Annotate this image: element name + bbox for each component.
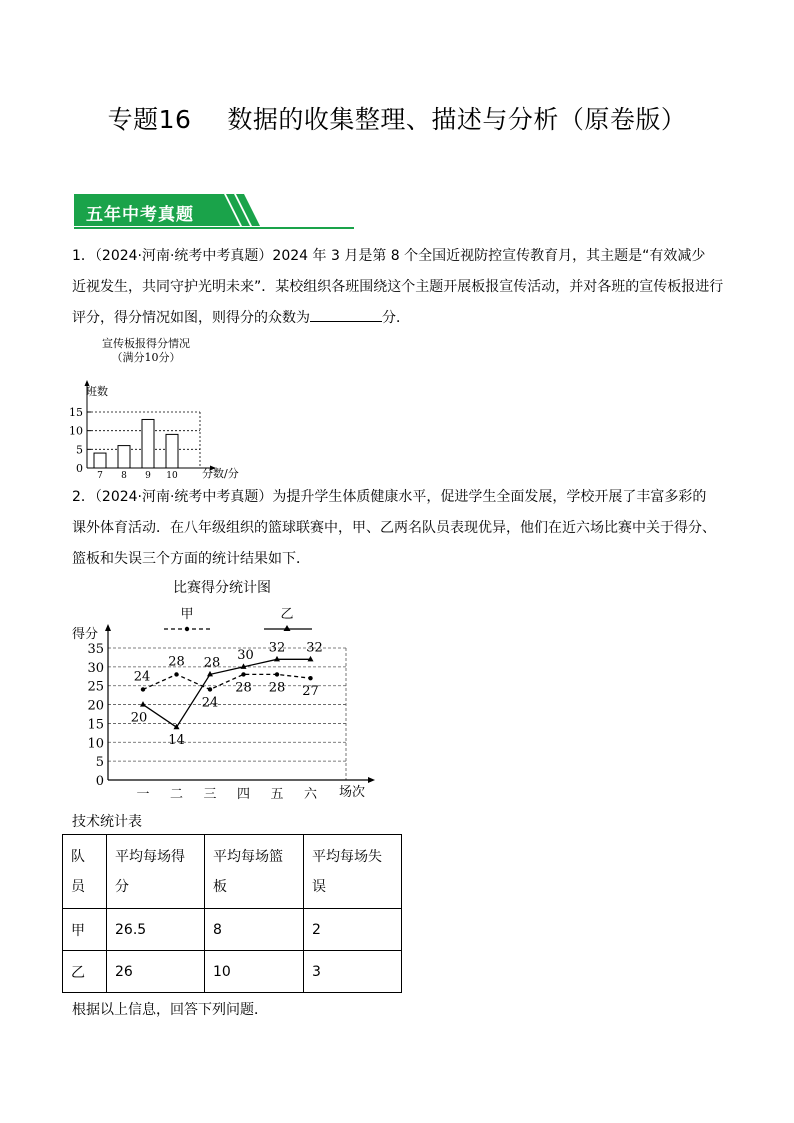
series-line-甲 (143, 674, 311, 689)
bar-chart (56, 330, 266, 482)
bar-x-tick-label: 8 (121, 471, 127, 481)
question-1 (72, 241, 724, 334)
line-y-tick-label: 25 (87, 679, 104, 695)
page-title (0, 100, 794, 136)
point-甲 (141, 687, 145, 691)
data-label-乙: 30 (237, 647, 254, 663)
table-cell: 甲 (63, 909, 107, 951)
line-x-tick-label: 四 (236, 787, 251, 802)
bar-chart-title: 宣传板报得分情况 (102, 337, 190, 350)
legend-label-jia: 甲 (180, 607, 194, 622)
line-y-axis-arrow (105, 624, 111, 631)
answer-blank (310, 306, 382, 322)
table-title: 技术统计表 (72, 814, 142, 830)
header-cell-player: 队 员 (63, 835, 107, 909)
line-chart-title: 比赛得分统计图 (173, 580, 271, 596)
q2-line-3: 篮板和失误三个方面的统计结果如下． (72, 551, 310, 567)
table-cell: 乙 (63, 951, 107, 993)
bar-7 (94, 453, 106, 468)
q1-line-2: 近视发生，共同守护光明未来”．某校组织各班围绕这个主题开展板报宣传活动，并对各班的宣传板报进行 (72, 279, 724, 295)
table-header-row (63, 835, 402, 909)
header-cell-points: 平均每场得 分 (107, 835, 205, 909)
bar-y-tick-label: 10 (69, 424, 83, 438)
point-甲 (174, 672, 178, 676)
q2-line-1: 2．（2024·河南·统考中考真题）为提升学生体质健康水平，促进学生全面发展，学校开展了丰富多彩的 (72, 489, 707, 505)
data-label-乙: 32 (268, 640, 286, 656)
line-x-tick-label: 一 (136, 787, 150, 802)
line-y-tick-label: 20 (87, 698, 104, 714)
bar-y-tick-label: 15 (69, 406, 83, 419)
table-row (63, 909, 402, 951)
table-cell: 26.5 (107, 909, 205, 951)
line-x-axis-arrow (368, 777, 375, 783)
bar-chart-xlabel: 分数/分 (202, 467, 239, 480)
data-label-甲: 24 (201, 695, 219, 711)
bar-x-tick-label: 7 (97, 471, 103, 481)
table-cell: 10 (205, 951, 304, 993)
data-label-乙: 14 (168, 733, 185, 749)
bar-y-tick-label: 5 (76, 443, 83, 457)
line-x-tick-label: 二 (169, 787, 184, 802)
point-甲 (241, 672, 245, 676)
bar-chart-subtitle: （满分10分） (111, 351, 181, 364)
point-乙 (274, 656, 280, 662)
table-cell: 26 (107, 951, 205, 993)
q1-line-3: 评分，得分情况如图，则得分的众数为 分． (72, 303, 724, 334)
table-cell: 3 (304, 951, 402, 993)
line-y-tick-label: 10 (87, 736, 104, 752)
legend-label-yi: 乙 (280, 607, 294, 622)
legend-marker-jia (185, 627, 189, 631)
bar-x-tick-label: 9 (145, 471, 151, 481)
bar-9 (142, 419, 154, 468)
line-y-tick-label: 30 (87, 660, 104, 676)
data-label-乙: 32 (306, 640, 323, 656)
bar-8 (118, 446, 130, 468)
line-chart (66, 574, 386, 804)
data-label-乙: 28 (203, 655, 221, 671)
header-cell-rebounds: 平均每场篮 板 (205, 835, 304, 909)
data-label-甲: 28 (168, 654, 185, 670)
question-2 (72, 482, 724, 575)
data-label-甲: 27 (302, 684, 319, 700)
table-cell: 2 (304, 909, 402, 951)
data-label-甲: 28 (235, 680, 252, 696)
line-x-tick-label: 五 (270, 787, 284, 802)
legend-marker-yi (284, 625, 291, 631)
header-cell-turnovers: 平均每场失 误 (304, 835, 402, 909)
table-cell: 8 (205, 909, 304, 951)
q2-line-2: 课外体育活动．在八年级组织的篮球联赛中，甲、乙两名队员表现优异，他们在近六场比赛中关于得分、 (72, 520, 716, 536)
bar-y-tick-label: 0 (76, 462, 83, 475)
table-row (63, 951, 402, 993)
section-banner-label: 五年中考真题 (86, 205, 194, 225)
series-line-乙 (143, 659, 311, 727)
point-甲 (208, 687, 212, 691)
point-乙 (308, 656, 314, 662)
point-乙 (140, 701, 146, 707)
point-甲 (308, 676, 312, 680)
q1-line-1: 1．（2024·河南·统考中考真题）2024 年 3 月是第 8 个全国近视防控宣传教育月，其主题是“有效减少 (72, 248, 706, 264)
data-label-甲: 28 (268, 680, 286, 696)
line-chart-xlabel: 场次 (339, 785, 366, 800)
bar-10 (166, 434, 178, 468)
point-甲 (275, 672, 279, 676)
line-x-tick-label: 六 (303, 787, 318, 802)
line-y-tick-label: 35 (87, 642, 104, 657)
title-topic-name: 数据的收集整理、描述与分析（原卷版） (227, 105, 687, 134)
line-y-tick-label: 0 (95, 774, 104, 789)
line-x-tick-label: 三 (203, 787, 217, 802)
footer-line: 根据以上信息，回答下列问题． (72, 1002, 268, 1018)
data-label-乙: 20 (130, 710, 148, 726)
title-topic-number: 专题16 (107, 105, 192, 134)
bar-chart-ylabel: 班数 (86, 385, 108, 398)
line-y-tick-label: 15 (87, 717, 104, 733)
bar-x-tick-label: 10 (166, 471, 178, 481)
data-label-甲: 24 (133, 669, 151, 685)
line-chart-ylabel: 得分 (72, 627, 99, 642)
stats-table (62, 834, 402, 993)
line-y-tick-label: 5 (95, 755, 104, 771)
